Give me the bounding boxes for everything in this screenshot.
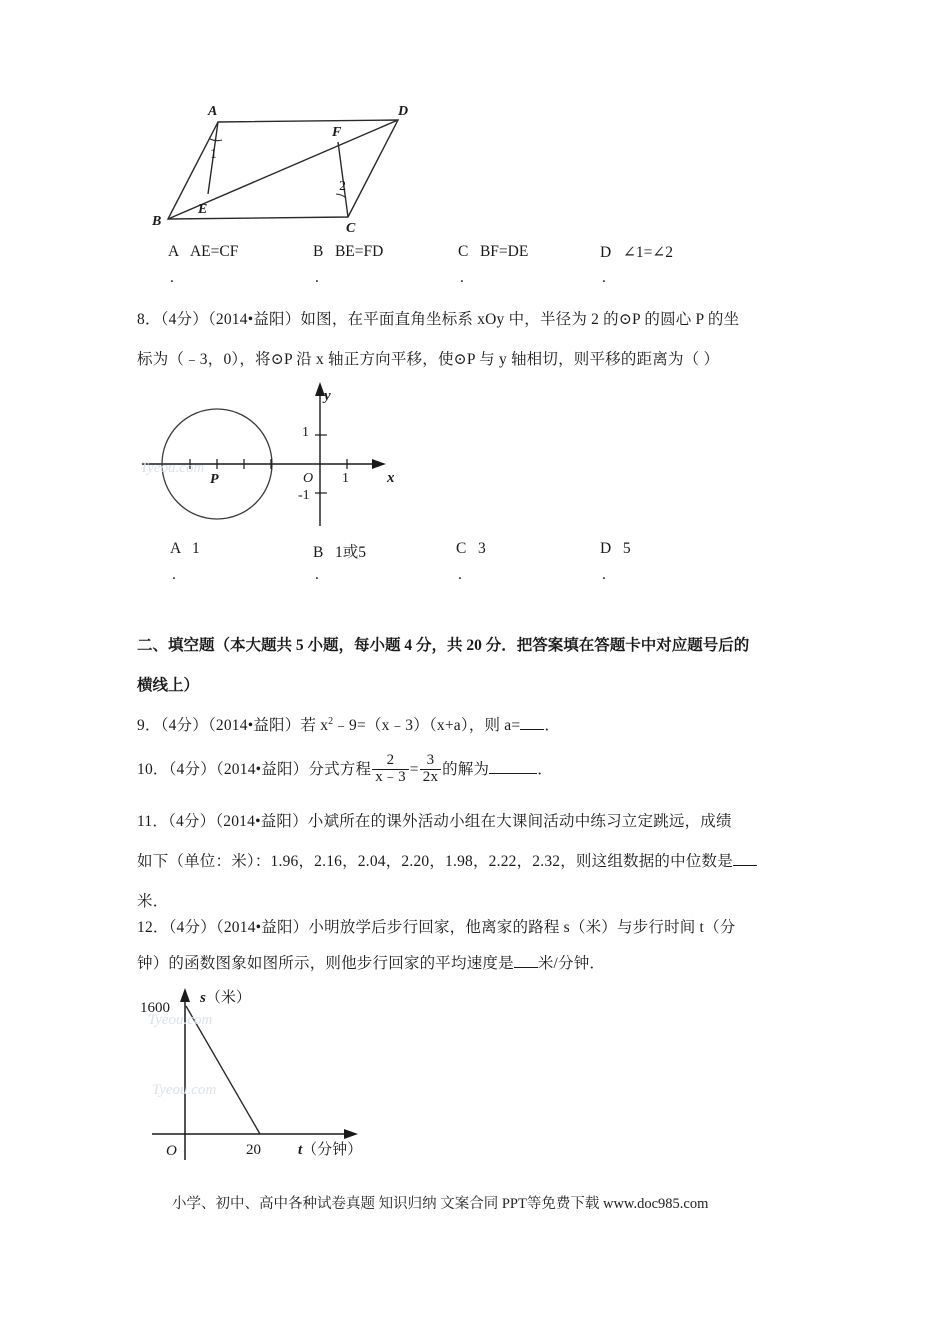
question11-line1: 11．（4分）（2014•益阳）小斌所在的课外活动小组在大课间活动中练习立定跳远，成绩 — [137, 813, 732, 830]
option-C[interactable] — [458, 243, 529, 286]
y-axis-label: y — [324, 388, 331, 404]
angle-label-1: 1 — [210, 147, 217, 162]
q8-option-A-text: 1 — [191, 540, 200, 557]
origin-label-O: O — [303, 471, 314, 486]
vertex-label-C: C — [346, 221, 356, 235]
option-A-text: AE=CF — [189, 243, 239, 260]
option-A[interactable] — [168, 243, 239, 286]
q8-option-D-dot: . — [602, 566, 606, 583]
option-D-text: ∠1=∠2 — [622, 244, 674, 261]
question12-line2-prefix: 钟）的函数图象如图所示，则他步行回家的平均速度是 — [137, 955, 514, 972]
q8-option-D[interactable] — [600, 540, 631, 583]
question8-line2: 标为（﹣3，0），将⊙P 沿 x 轴正方向平移，使⊙P 与 y 轴相切，则平移的距离为（ ） — [137, 351, 720, 368]
q8-option-C-dot: . — [458, 566, 462, 583]
page-footer: 小学、初中、高中各种试卷真题 知识归纳 文案合同 PPT等免费下载 www.doc985.com — [172, 1196, 709, 1212]
question10-answer-blank[interactable] — [489, 773, 537, 774]
question9-suffix: ． — [544, 717, 561, 735]
fraction-left-numerator: 2 — [386, 752, 395, 769]
option-B-dot: . — [315, 269, 319, 286]
q8-option-A-dot: . — [172, 566, 176, 583]
question9-exponent: 2 — [328, 716, 334, 727]
q8-option-D-letter: D — [600, 540, 612, 557]
watermark-3: Tyeou.com — [152, 1082, 217, 1098]
question11-line3: 米． — [137, 893, 169, 910]
question12-line2 — [137, 944, 605, 984]
question10 — [137, 748, 553, 792]
vertex-label-A: A — [208, 104, 218, 119]
watermark-1: Tyeou.com — [140, 460, 205, 476]
question10-prefix: 10．（4分）（2014•益阳）分式方程 — [137, 761, 372, 778]
y-tick-label-neg1: -1 — [298, 488, 310, 503]
q8-option-B-text: 1或5 — [334, 544, 366, 561]
question11-line2-text: 如下（单位：米）：1.96，2.16，2.04，2.20，1.98，2.22，2.32，则这组数据的中位数是 — [137, 853, 733, 870]
vertex-label-B: B — [152, 214, 162, 229]
section2-heading-line2: 横线上） — [137, 677, 200, 694]
question12-answer-blank[interactable] — [514, 967, 538, 968]
option-D-letter: D — [600, 244, 612, 261]
fraction-right-numerator: 3 — [426, 752, 435, 769]
option-B-letter: B — [313, 243, 324, 260]
q8-option-B[interactable] — [313, 540, 366, 583]
fraction-right — [420, 753, 441, 786]
option-C-dot: . — [460, 269, 464, 286]
equals-sign: = — [409, 761, 419, 778]
option-A-dot: . — [170, 269, 174, 286]
q8-option-C-letter: C — [456, 540, 467, 557]
y-max-label: 1600 — [140, 1000, 170, 1016]
fraction-left-denominator: x﹣3 — [372, 769, 409, 786]
question12-line1: 12．（4分）（2014•益阳）小明放学后步行回家，他离家的路程 s（米）与步行时间 t（分 — [137, 919, 736, 936]
distance-time-graph — [138, 982, 428, 1162]
q8-option-B-letter: B — [313, 544, 324, 561]
distance-time-svg — [138, 982, 428, 1162]
option-B[interactable] — [313, 243, 384, 286]
q8-option-A[interactable] — [170, 540, 200, 583]
circle-coordinate-svg — [138, 378, 408, 528]
x-tick-label-1: 1 — [342, 471, 349, 486]
section2-heading-line1: 二、填空题（本大题共 5 小题，每小题 4 分，共 20 分．把答案填在答题卡中对应题号后的 — [137, 637, 750, 654]
question11-line2 — [137, 842, 757, 882]
graph-origin-label: O — [166, 1143, 177, 1159]
circle-center-label-P: P — [210, 472, 219, 487]
parallelogram-ABCD-figure — [150, 95, 570, 235]
x-intercept-label: 20 — [246, 1142, 261, 1158]
option-C-letter: C — [458, 243, 469, 260]
y-axis-title: s（米） — [200, 990, 251, 1006]
x-axis-title: t（分钟） — [298, 1142, 363, 1158]
option-C-text: BF=DE — [479, 243, 529, 260]
option-A-letter: A — [168, 243, 179, 260]
option-B-text: BE=FD — [334, 243, 384, 260]
fraction-right-denominator: 2x — [420, 769, 441, 786]
q8-option-A-letter: A — [170, 540, 181, 557]
question9-middle: ﹣9=（x﹣3）（x+a），则 a= — [333, 717, 521, 735]
parallelogram-svg — [150, 95, 570, 235]
q8-option-C-text: 3 — [477, 540, 486, 557]
question12-line2-suffix: 米/分钟． — [537, 955, 606, 972]
q8-option-D-text: 5 — [622, 540, 631, 557]
q8-option-C[interactable] — [456, 540, 486, 583]
option-D-dot: . — [602, 269, 606, 286]
question10-middle: 的解为 — [442, 761, 490, 778]
question10-suffix: ． — [537, 761, 553, 778]
y-tick-label-1: 1 — [302, 425, 309, 440]
angle-label-2: 2 — [339, 179, 346, 194]
circle-coordinate-figure — [138, 378, 408, 528]
x-axis-label: x — [387, 470, 395, 486]
question9 — [137, 702, 560, 746]
watermark-2: Tyeou.com — [148, 1012, 213, 1028]
vertex-label-D: D — [398, 104, 409, 119]
question9-prefix: 9．（4分）（2014•益阳）若 x — [137, 717, 329, 735]
option-D[interactable] — [600, 243, 674, 286]
question11-answer-blank[interactable] — [733, 865, 757, 866]
fraction-left — [372, 753, 409, 786]
vertex-label-F: F — [332, 125, 342, 140]
vertex-label-E: E — [198, 202, 208, 217]
question9-answer-blank[interactable] — [520, 729, 544, 730]
question8-line1: 8．（4分）（2014•益阳）如图，在平面直角坐标系 xOy 中，半径为 2 的⊙P 的圆心 P 的坐 — [137, 311, 740, 328]
q8-option-B-dot: . — [315, 566, 319, 583]
